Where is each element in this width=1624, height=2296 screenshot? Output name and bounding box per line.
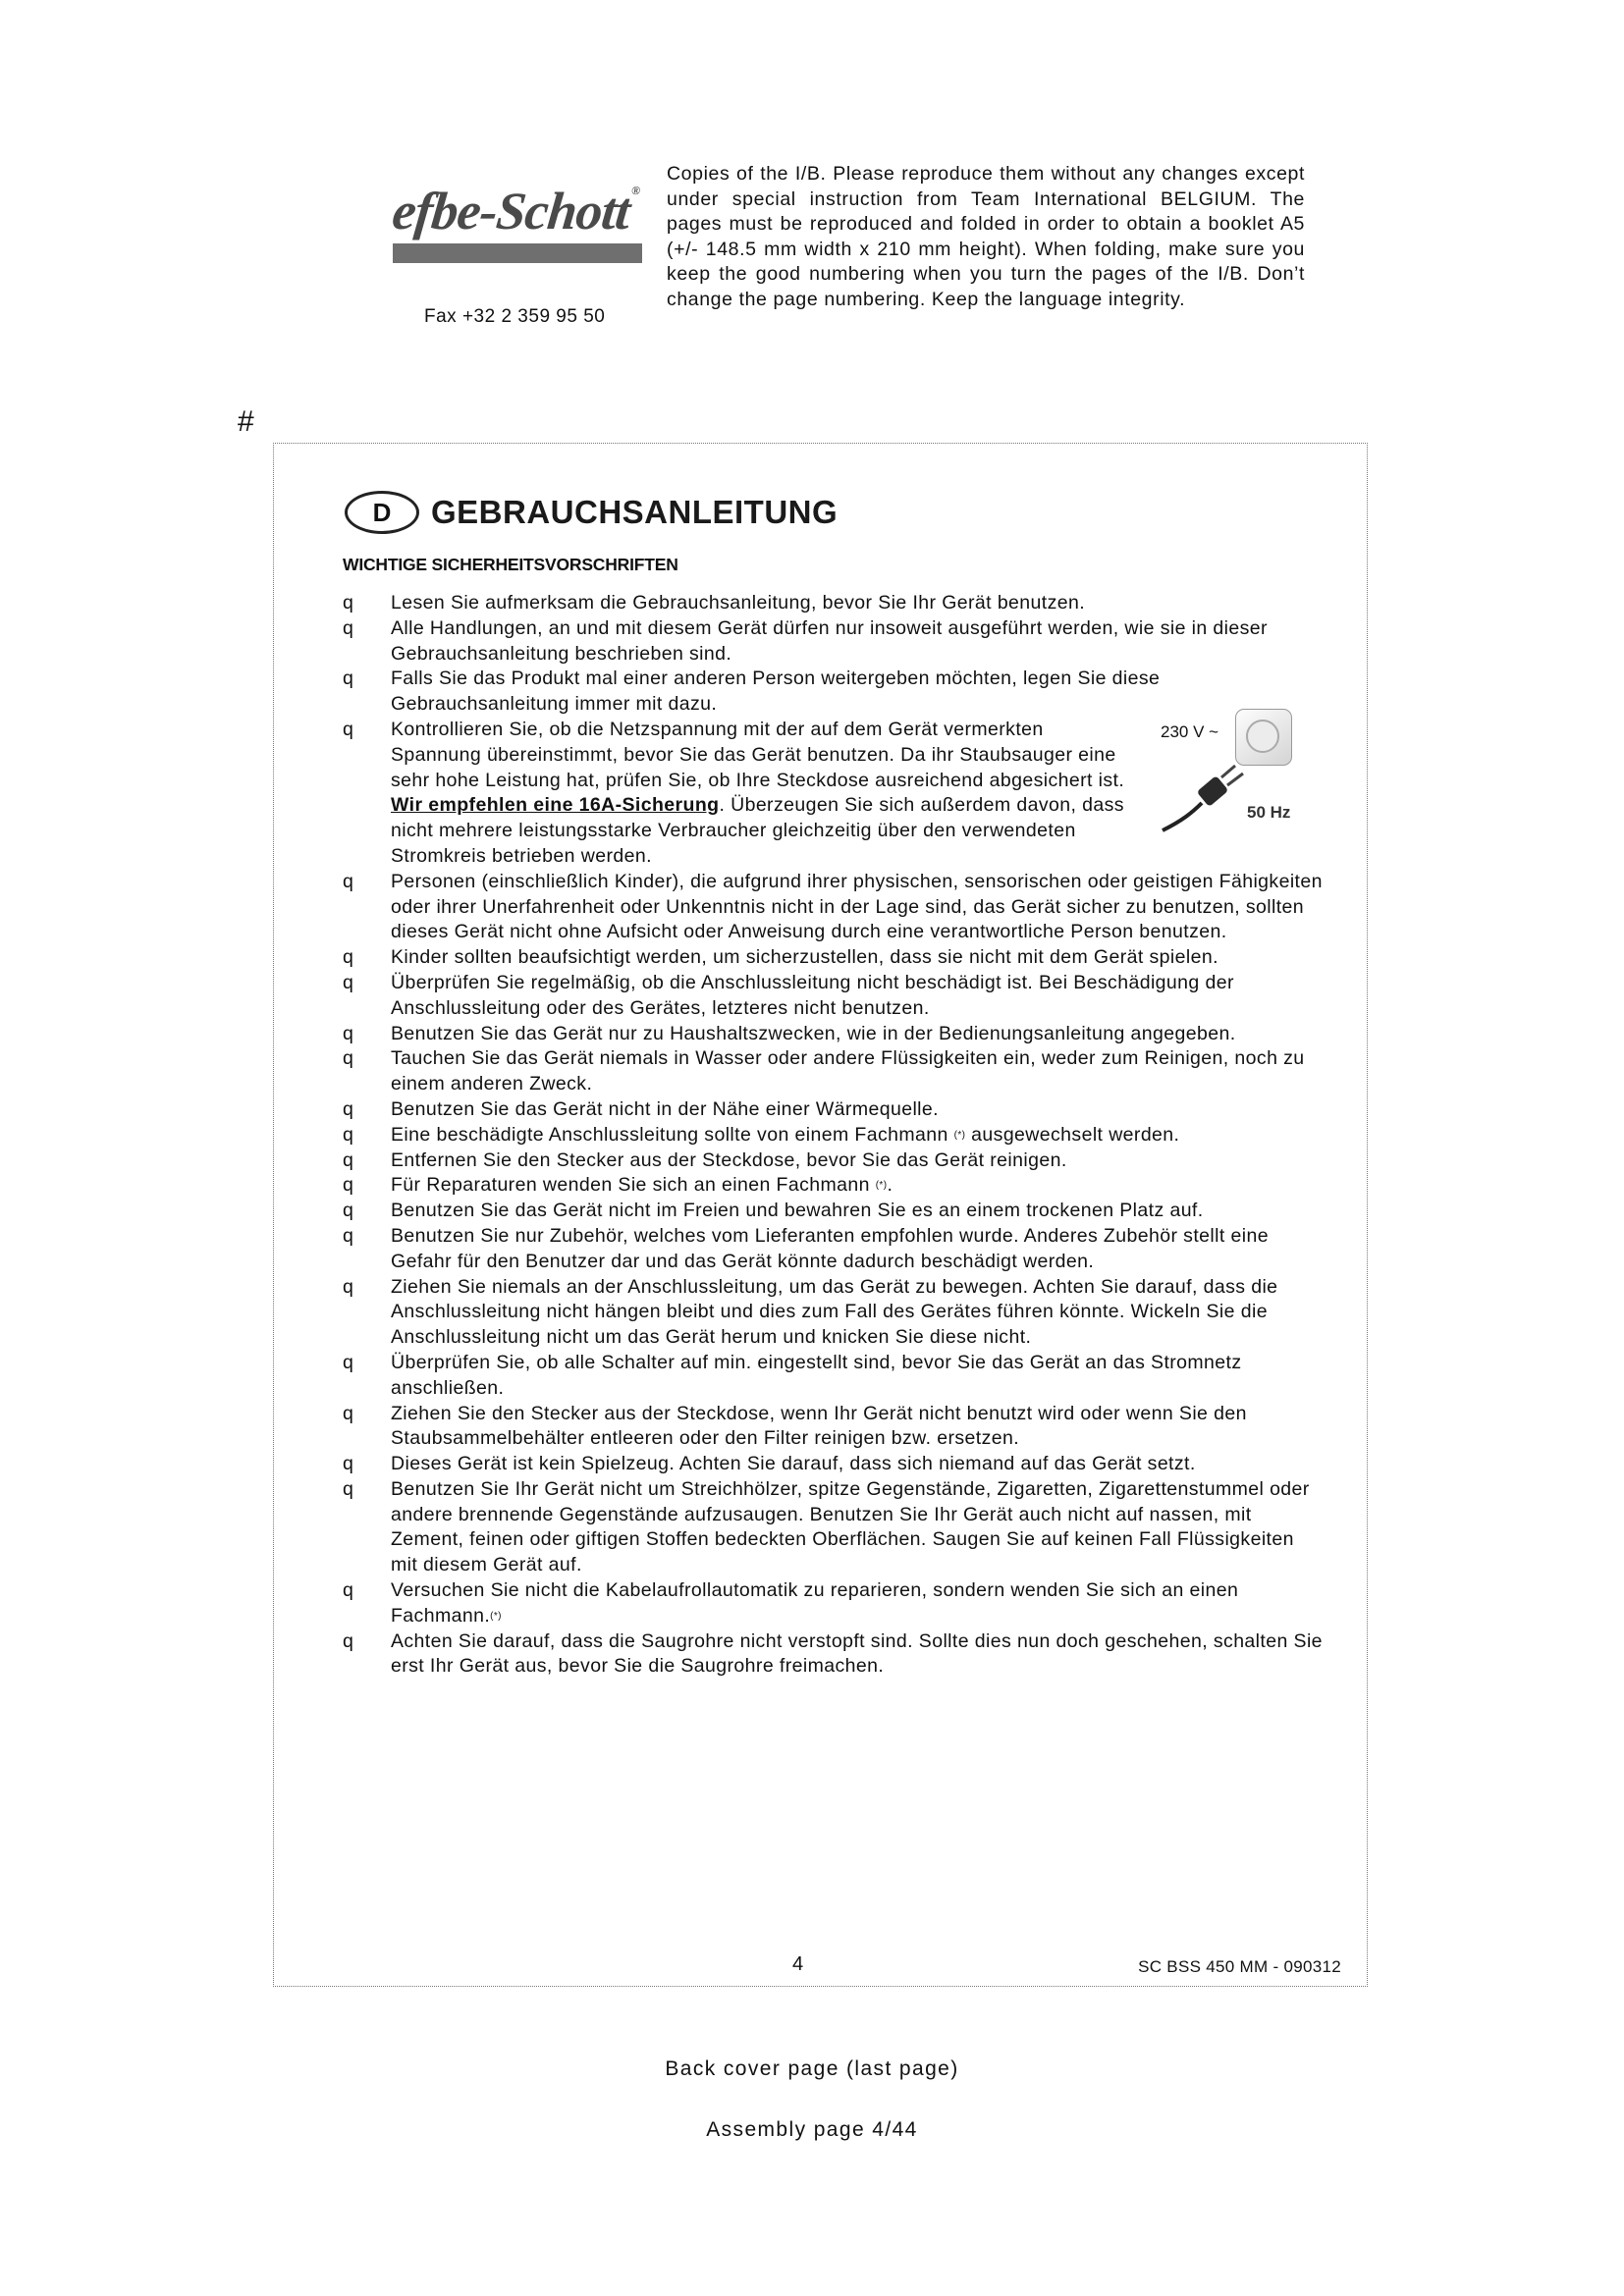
bullet-marker: q bbox=[343, 1402, 354, 1424]
rule-text bbox=[391, 1123, 1325, 1148]
rule-text: Benutzen Sie das Gerät nicht in der Nähe einer Wärmequelle. bbox=[391, 1097, 939, 1120]
page-marker: # bbox=[238, 405, 254, 438]
voltage-label: 230 V ~ bbox=[1161, 722, 1219, 741]
rule-text: Ziehen Sie den Stecker aus der Steckdose, wenn Ihr Gerät nicht benutzt wird oder wenn Sie den Staubsammelbehälter entleeren oder den Filter reinigen bzw. ersetzen. bbox=[391, 1402, 1247, 1450]
bullet-marker: q bbox=[343, 1453, 354, 1475]
rule-text: Tauchen Sie das Gerät niemals in Wasser oder andere Flüssigkeiten ein, weder zum Reinigen, noch zu einem anderen Zweck. bbox=[391, 1047, 1305, 1095]
rule-text bbox=[391, 1578, 1325, 1629]
rule-item bbox=[343, 1046, 1325, 1097]
rule-text: Benutzen Sie das Gerät nicht im Freien und bewahren Sie es an einem trockenen Platz auf. bbox=[391, 1200, 1204, 1222]
reproduction-note: Copies of the I/B. Please reproduce them without any changes except under special instruction from Team International BELGIUM. The pages must be reproduced and folded in order to obtain a booklet A5 (+/- 148.5 mm width x 210 mm height). When folding, make sure you keep the good numbering when you turn the pages of the I/B. Don’t change the page numbering. Keep the language integrity. bbox=[667, 163, 1305, 310]
rule-text: Dieses Gerät ist kein Spielzeug. Achten Sie darauf, dass sich niemand auf das Gerät setzt. bbox=[391, 1453, 1196, 1475]
assembly-page-label: Assembly page 4/44 bbox=[706, 2118, 918, 2141]
rule-item bbox=[343, 1022, 1325, 1047]
rule-text-part: Kontrollieren Sie, ob die Netzspannung mit der auf dem Gerät vermerkten Spannung übereinstimmt, bevor Sie das Gerät benutzen. Da ihr Staubsauger eine sehr hohe Leistung hat, prüfen Sie, ob Ihre Steckdose ausreichend abgesichert ist. bbox=[391, 718, 1125, 791]
brand-logo bbox=[389, 182, 648, 263]
manual-page bbox=[273, 443, 1368, 1987]
fuse-recommendation: Wir empfehlen eine 16A-Sicherung bbox=[391, 794, 720, 817]
bullet-marker: q bbox=[343, 1351, 354, 1373]
page-number: 4 bbox=[792, 1953, 804, 1975]
rule-item bbox=[343, 870, 1325, 945]
bullet-marker: q bbox=[343, 1174, 354, 1197]
bullet-marker: q bbox=[343, 1629, 354, 1652]
rule-text: Benutzen Sie das Gerät nur zu Haushaltszwecken, wie in der Bedienungsanleitung angegeben. bbox=[391, 1022, 1236, 1044]
footnote-mark: (*) bbox=[953, 1129, 966, 1141]
rule-text-part: . bbox=[887, 1174, 893, 1197]
rule-item bbox=[343, 1629, 1325, 1681]
manual-title: GEBRAUCHSANLEITUNG bbox=[431, 494, 839, 530]
language-badge: D bbox=[345, 491, 419, 534]
rule-text: Benutzen Sie Ihr Gerät nicht um Streichhölzer, spitze Gegenstände, Zigaretten, Zigarettenstummel oder andere brennende Gegenstände aufzusaugen. Benutzen Sie Ihr Gerät auch nicht auf nassen, mit Zement, feinen oder giftigen Stoffen bedeckten Oberflächen. Saugen Sie auf keinen Fall Flüssigkeiten mit diesem Gerät auf. bbox=[391, 1477, 1310, 1576]
bullet-marker: q bbox=[343, 592, 354, 614]
logo-wordmark: efbe-Schott bbox=[389, 182, 633, 240]
frequency-label: 50 Hz bbox=[1247, 803, 1291, 822]
footnote-mark: (*) bbox=[490, 1610, 502, 1622]
rule-item bbox=[343, 1123, 1325, 1148]
rule-item bbox=[343, 1148, 1325, 1174]
bullet-marker: q bbox=[343, 616, 354, 639]
logo-text bbox=[389, 182, 651, 240]
rule-item bbox=[343, 1097, 1325, 1123]
rule-text-part: Versuchen Sie nicht die Kabelaufrollautomatik zu reparieren, sondern wenden Sie sich an einen Fachmann. bbox=[391, 1579, 1239, 1627]
rule-item bbox=[343, 1224, 1325, 1275]
rule-text: Ziehen Sie niemals an der Anschlussleitung, um das Gerät zu bewegen. Achten Sie darauf, dass die Anschlussleitung nicht hängen bleibt und dies zum Fall des Gerätes führen könnte. Wickeln Sie die Anschlussleitung nicht um das Gerät herum und knicken Sie diese nicht. bbox=[391, 1275, 1278, 1349]
rule-item bbox=[343, 718, 1325, 870]
back-cover-label: Back cover page (last page) bbox=[665, 2057, 959, 2080]
bullet-marker: q bbox=[343, 1097, 354, 1120]
bullet-marker: q bbox=[343, 667, 354, 690]
rule-item bbox=[343, 971, 1325, 1022]
rule-item bbox=[343, 1452, 1325, 1477]
bullet-marker: q bbox=[343, 1275, 354, 1298]
logo-bar bbox=[393, 243, 642, 263]
rule-item bbox=[343, 667, 1325, 718]
rule-text: Benutzen Sie nur Zubehör, welches vom Lieferanten empfohlen wurde. Anderes Zubehör stellt eine Gefahr für den Benutzer dar und das Gerät könnte dadurch beschädigt werden. bbox=[391, 1224, 1269, 1272]
bullet-marker: q bbox=[343, 718, 354, 740]
rule-item bbox=[343, 1173, 1325, 1199]
bullet-marker: q bbox=[343, 1477, 354, 1500]
registered-mark: ® bbox=[630, 184, 640, 197]
rule-item bbox=[343, 1477, 1325, 1578]
rule-text-part: Für Reparaturen wenden Sie sich an einen Fachmann bbox=[391, 1174, 876, 1197]
footnote-mark: (*) bbox=[875, 1180, 888, 1192]
rule-text-part: Eine beschädigte Anschlussleitung sollte von einem Fachmann bbox=[391, 1123, 954, 1146]
rule-text-part: ausgewechselt werden. bbox=[965, 1123, 1180, 1146]
rule-text: Überprüfen Sie, ob alle Schalter auf min. eingestellt sind, bevor Sie das Gerät an das Stromnetz anschließen. bbox=[391, 1351, 1242, 1399]
rule-item bbox=[343, 1199, 1325, 1224]
rule-text: Alle Handlungen, an und mit diesem Gerät dürfen nur insoweit ausgeführt werden, wie sie in dieser Gebrauchsanleitung beschrieben sind. bbox=[391, 616, 1268, 665]
rule-item bbox=[343, 591, 1325, 616]
rule-item bbox=[343, 945, 1325, 971]
rule-text: Lesen Sie aufmerksam die Gebrauchsanleitung, bevor Sie Ihr Gerät benutzen. bbox=[391, 592, 1086, 614]
rule-text bbox=[391, 718, 1132, 870]
bullet-marker: q bbox=[343, 1047, 354, 1070]
bullet-marker: q bbox=[343, 1200, 354, 1222]
bullet-marker: q bbox=[343, 1224, 354, 1247]
safety-rules-list bbox=[343, 591, 1325, 1680]
rule-text: Entfernen Sie den Stecker aus der Steckdose, bevor Sie das Gerät reinigen. bbox=[391, 1148, 1067, 1171]
rule-item bbox=[343, 1402, 1325, 1453]
rule-text: Falls Sie das Produkt mal einer anderen Person weitergeben möchten, legen Sie diese Gebrauchsanleitung immer mit dazu. bbox=[391, 667, 1161, 716]
rule-item bbox=[343, 1275, 1325, 1351]
rule-item bbox=[343, 1351, 1325, 1402]
rule-text bbox=[391, 1173, 1325, 1199]
rule-text: Kinder sollten beaufsichtigt werden, um sicherzustellen, dass sie nicht mit dem Gerät spielen. bbox=[391, 946, 1218, 969]
bullet-marker: q bbox=[343, 1123, 354, 1146]
section-title: WICHTIGE SICHERHEITSVORSCHRIFTEN bbox=[343, 555, 678, 574]
bullet-marker: q bbox=[343, 1022, 354, 1044]
rule-item bbox=[343, 1578, 1325, 1629]
rule-item bbox=[343, 616, 1325, 667]
fax-number: Fax +32 2 359 95 50 bbox=[424, 306, 606, 327]
rule-text: Überprüfen Sie regelmäßig, ob die Anschlussleitung nicht beschädigt ist. Bei Beschädigung der Anschlussleitung oder des Gerätes, letzteres nicht benutzen. bbox=[391, 971, 1234, 1019]
bullet-marker: q bbox=[343, 946, 354, 969]
rule-text: Personen (einschließlich Kinder), die aufgrund ihrer physischen, sensorischen oder geistigen Fähigkeiten oder ihrer Unerfahrenheit oder Unkenntnis nicht in der Lage sind, das Gerät sicher zu benutzen, sollten dieses Gerät nicht ohne Aufsicht oder Anweisung durch eine verantwortliche Person benutzen. bbox=[391, 870, 1323, 943]
rule-text-part: . Überzeugen Sie sich außerdem davon, dass nicht mehrere leistungsstarke Verbraucher gleichzeitig über den verwendeten Stromkreis betrieben werden. bbox=[391, 794, 1124, 867]
manual-heading bbox=[345, 491, 838, 534]
bullet-marker: q bbox=[343, 1148, 354, 1171]
bullet-marker: q bbox=[343, 971, 354, 993]
document-code: SC BSS 450 MM - 090312 bbox=[1138, 1957, 1341, 1976]
bullet-marker: q bbox=[343, 870, 354, 892]
bullet-marker: q bbox=[343, 1579, 354, 1602]
rule-text: Achten Sie darauf, dass die Saugrohre nicht verstopft sind. Sollte dies nun doch geschehen, schalten Sie erst Ihr Gerät aus, bevor Sie die Saugrohre freimachen. bbox=[391, 1629, 1323, 1678]
